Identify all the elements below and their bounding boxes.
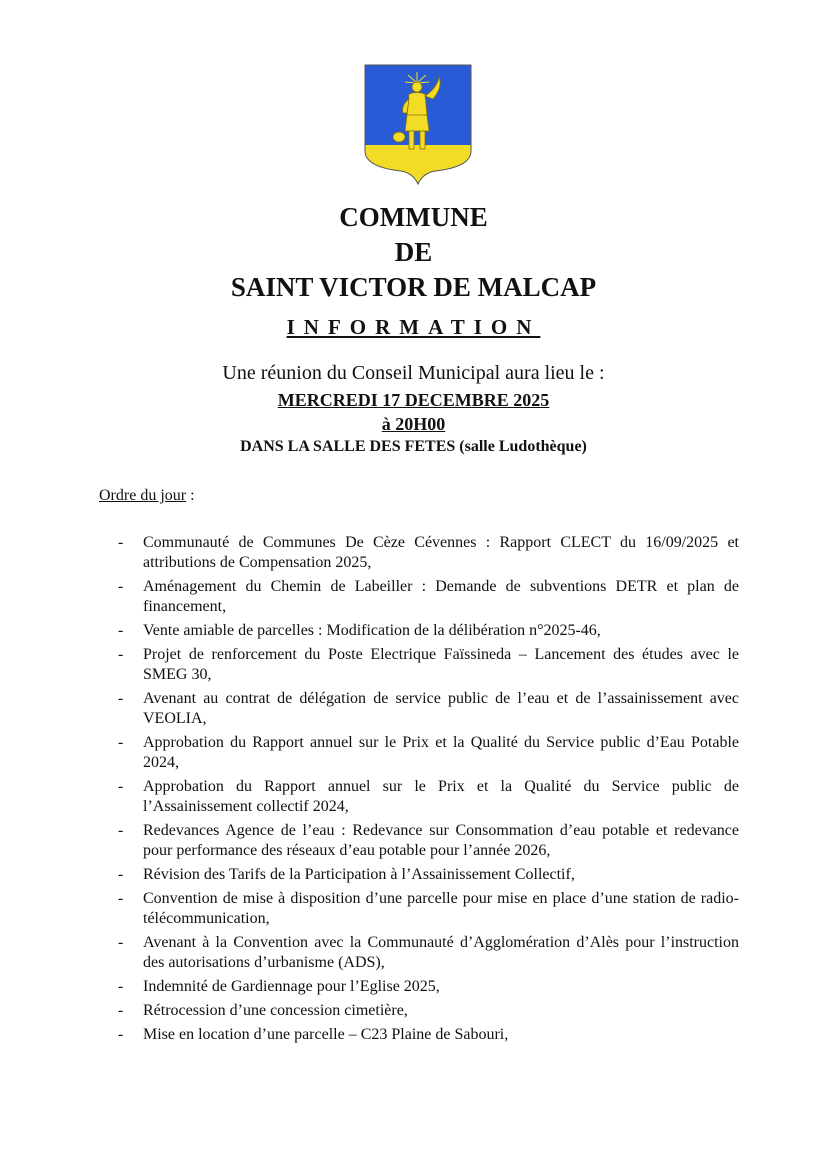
commune-title-line3: SAINT VICTOR DE MALCAP — [230, 272, 597, 302]
coat-of-arms-icon — [363, 63, 473, 185]
meeting-intro: Une réunion du Conseil Municipal aura lieu le : — [222, 362, 605, 384]
agenda-item-text: Convention de mise à disposition d’une parcelle pour mise en place d’une station de radio-télécommunication, — [143, 890, 739, 927]
bullet-dash: - — [118, 866, 124, 883]
meeting-time: à 20H00 — [381, 414, 446, 434]
agenda-item — [115, 621, 739, 641]
agenda-item — [115, 777, 739, 817]
bullet-dash: - — [118, 622, 124, 639]
information-heading: INFORMATION — [286, 315, 541, 339]
agenda-item-text: Révision des Tarifs de la Participation à l’Assainissement Collectif, — [143, 866, 575, 883]
bullet-dash: - — [118, 934, 124, 951]
agenda-item — [115, 821, 739, 861]
agenda-item-text: Vente amiable de parcelles : Modification de la délibération n°2025-46, — [143, 622, 601, 639]
agenda-item — [115, 1025, 739, 1045]
agenda-item — [115, 933, 739, 973]
agenda-item — [115, 645, 739, 685]
agenda-item — [115, 977, 739, 997]
agenda-item-text: Approbation du Rapport annuel sur le Prix et la Qualité du Service public d’Eau Potable 2024, — [143, 734, 739, 771]
bullet-dash: - — [118, 690, 124, 707]
commune-title-line1: COMMUNE — [339, 202, 488, 232]
agenda-item-text: Projet de renforcement du Poste Electrique Faïssineda – Lancement des études avec le SMEG 30, — [143, 646, 739, 683]
agenda-item-text: Communauté de Communes De Cèze Cévennes : Rapport CLECT du 16/09/2025 et attributions de Compensation 2025, — [143, 534, 739, 571]
agenda-heading — [99, 487, 195, 505]
agenda-list — [115, 533, 739, 1049]
agenda-item-text: Redevances Agence de l’eau : Redevance sur Consommation d’eau potable et redevance pour performance des réseaux d’eau potable pour l’année 2026, — [143, 822, 739, 859]
bullet-dash: - — [118, 646, 124, 663]
agenda-item — [115, 865, 739, 885]
meeting-place: DANS LA SALLE DES FETES (salle Ludothèque) — [240, 438, 587, 455]
agenda-heading-colon: : — [186, 487, 195, 504]
agenda-item-text: Avenant à la Convention avec la Communauté d’Agglomération d’Alès pour l’instruction des autorisations d’urbanisme (ADS), — [143, 934, 739, 971]
agenda-heading-label: Ordre du jour — [99, 487, 187, 504]
agenda-item — [115, 533, 739, 573]
agenda-item-text: Avenant au contrat de délégation de service public de l’eau et de l’assainissement avec VEOLIA, — [143, 690, 739, 727]
bullet-dash: - — [118, 778, 124, 795]
agenda-item-text: Indemnité de Gardiennage pour l’Eglise 2025, — [143, 978, 440, 995]
agenda-item — [115, 689, 739, 729]
agenda-item-text: Mise en location d’une parcelle – C23 Plaine de Sabouri, — [143, 1026, 509, 1043]
meeting-date: MERCREDI 17 DECEMBRE 2025 — [277, 390, 550, 410]
bullet-dash: - — [118, 734, 124, 751]
bullet-dash: - — [118, 1026, 124, 1043]
bullet-dash: - — [118, 578, 124, 595]
agenda-item-text: Rétrocession d’une concession cimetière, — [143, 1002, 408, 1019]
agenda-item-text: Aménagement du Chemin de Labeiller : Demande de subventions DETR et plan de financement, — [143, 578, 739, 615]
agenda-item — [115, 889, 739, 929]
agenda-item — [115, 1001, 739, 1021]
bullet-dash: - — [118, 822, 124, 839]
agenda-item — [115, 577, 739, 617]
agenda-item-text: Approbation du Rapport annuel sur le Prix et la Qualité du Service public de l’Assainissement collectif 2024, — [143, 778, 739, 815]
bullet-dash: - — [118, 534, 124, 551]
agenda-item — [115, 733, 739, 773]
commune-title-line2: DE — [394, 237, 433, 267]
bullet-dash: - — [118, 890, 124, 907]
bullet-dash: - — [118, 978, 124, 995]
bullet-dash: - — [118, 1002, 124, 1019]
